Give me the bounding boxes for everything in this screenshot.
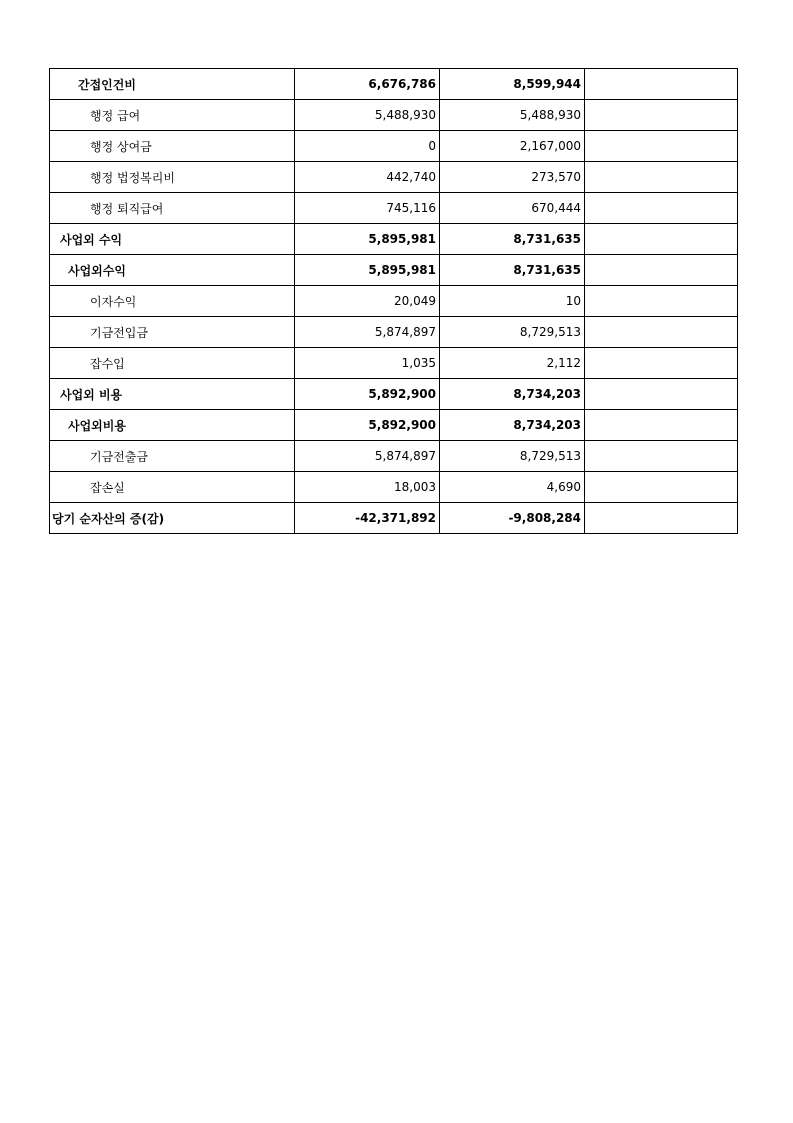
financial-table-body	[50, 69, 738, 534]
financial-statement-sheet	[49, 68, 738, 534]
current-year-value-cell: -42,371,892	[295, 503, 440, 534]
prior-year-value-cell: 5,488,930	[440, 100, 585, 131]
current-year-value-cell: 1,035	[295, 348, 440, 379]
current-year-value-cell: 20,049	[295, 286, 440, 317]
row-label-cell: 기금전출금	[50, 441, 295, 472]
table-row	[50, 100, 738, 131]
prior-year-value-cell: 670,444	[440, 193, 585, 224]
row-label-cell: 사업외 비용	[50, 379, 295, 410]
empty-cell	[585, 441, 738, 472]
empty-cell	[585, 348, 738, 379]
empty-cell	[585, 503, 738, 534]
current-year-value-cell: 0	[295, 131, 440, 162]
prior-year-value-cell: 4,690	[440, 472, 585, 503]
empty-cell	[585, 193, 738, 224]
prior-year-value-cell: 8,731,635	[440, 224, 585, 255]
table-row	[50, 410, 738, 441]
current-year-value-cell: 5,874,897	[295, 441, 440, 472]
empty-cell	[585, 100, 738, 131]
table-row	[50, 162, 738, 193]
table-row	[50, 379, 738, 410]
current-year-value-cell: 5,892,900	[295, 379, 440, 410]
prior-year-value-cell: 2,112	[440, 348, 585, 379]
row-label-cell: 당기 순자산의 증(감)	[50, 503, 295, 534]
row-label-cell: 기금전입금	[50, 317, 295, 348]
table-row	[50, 441, 738, 472]
table-row	[50, 286, 738, 317]
prior-year-value-cell: 8,734,203	[440, 410, 585, 441]
row-label-cell: 잡수입	[50, 348, 295, 379]
current-year-value-cell: 5,895,981	[295, 255, 440, 286]
prior-year-value-cell: 8,734,203	[440, 379, 585, 410]
current-year-value-cell: 18,003	[295, 472, 440, 503]
table-row	[50, 348, 738, 379]
row-label-cell: 사업외수익	[50, 255, 295, 286]
empty-cell	[585, 410, 738, 441]
empty-cell	[585, 286, 738, 317]
table-row	[50, 131, 738, 162]
row-label-cell: 행정 급여	[50, 100, 295, 131]
empty-cell	[585, 69, 738, 100]
prior-year-value-cell: 8,729,513	[440, 317, 585, 348]
current-year-value-cell: 5,892,900	[295, 410, 440, 441]
table-row	[50, 317, 738, 348]
row-label-cell: 이자수익	[50, 286, 295, 317]
empty-cell	[585, 255, 738, 286]
empty-cell	[585, 131, 738, 162]
table-row	[50, 503, 738, 534]
current-year-value-cell: 5,488,930	[295, 100, 440, 131]
table-row	[50, 69, 738, 100]
prior-year-value-cell: -9,808,284	[440, 503, 585, 534]
prior-year-value-cell: 273,570	[440, 162, 585, 193]
empty-cell	[585, 472, 738, 503]
current-year-value-cell: 442,740	[295, 162, 440, 193]
prior-year-value-cell: 2,167,000	[440, 131, 585, 162]
table-row	[50, 193, 738, 224]
empty-cell	[585, 379, 738, 410]
prior-year-value-cell: 10	[440, 286, 585, 317]
current-year-value-cell: 745,116	[295, 193, 440, 224]
empty-cell	[585, 224, 738, 255]
row-label-cell: 사업외 수익	[50, 224, 295, 255]
table-row	[50, 224, 738, 255]
prior-year-value-cell: 8,729,513	[440, 441, 585, 472]
empty-cell	[585, 317, 738, 348]
table-row	[50, 472, 738, 503]
row-label-cell: 잡손실	[50, 472, 295, 503]
current-year-value-cell: 6,676,786	[295, 69, 440, 100]
row-label-cell: 행정 상여금	[50, 131, 295, 162]
prior-year-value-cell: 8,599,944	[440, 69, 585, 100]
financial-table	[49, 68, 738, 534]
table-row	[50, 255, 738, 286]
row-label-cell: 행정 법정복리비	[50, 162, 295, 193]
current-year-value-cell: 5,874,897	[295, 317, 440, 348]
empty-cell	[585, 162, 738, 193]
row-label-cell: 행정 퇴직급여	[50, 193, 295, 224]
current-year-value-cell: 5,895,981	[295, 224, 440, 255]
row-label-cell: 사업외비용	[50, 410, 295, 441]
prior-year-value-cell: 8,731,635	[440, 255, 585, 286]
row-label-cell: 간접인건비	[50, 69, 295, 100]
